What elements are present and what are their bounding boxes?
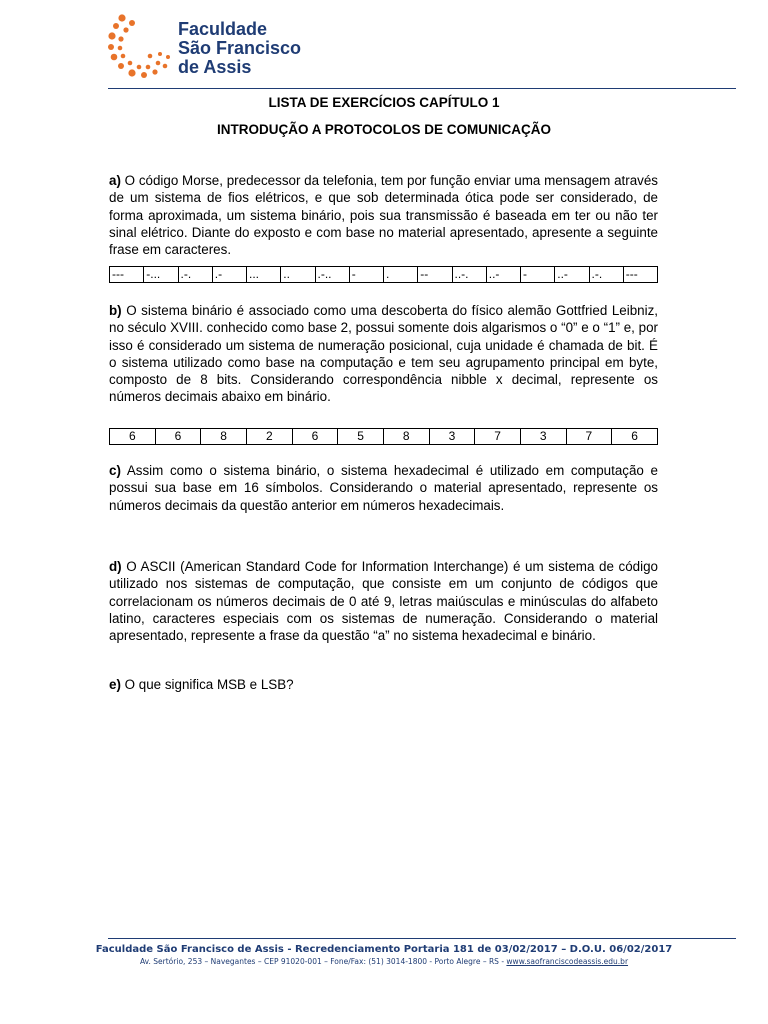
morse-code-cell: ---: [110, 267, 144, 283]
morse-code-cell: -: [349, 267, 383, 283]
decimal-numbers-table: [109, 428, 658, 445]
question-a-text: O código Morse, predecessor da telefonia, tem por função enviar uma mensagem através de um sistema de fios elétricos, e que sob determinada ótica pode ser considerado, de forma aproximada, um sistema binário, pois sua transmissão é baseada em ter ou não ter sinal elétrico. Diante do exposto e com base no material apresentado, apresente a seguinte frase em caracteres.: [109, 173, 658, 258]
morse-code-cell: ..-.: [452, 267, 486, 283]
morse-code-cell: .: [384, 267, 418, 283]
question-a-label: a): [109, 173, 121, 188]
header-divider: [108, 88, 736, 89]
morse-code-cell: ---: [623, 267, 657, 283]
morse-code-cell: ..: [281, 267, 315, 283]
question-b-text: O sistema binário é associado como uma descoberta do físico alemão Gottfried Leibniz, no século XVIII. conhecido como base 2, possui somente dois algarismos o “0” e o “1” e, por isso é considerado um sistema de numeração posicional, cuja unidade é chamada de bit. É o sistema utilizado como base na computação e tem seu agrupamento principal em byte, composto de 8 bits. Considerando correspondência nibble x decimal, represente os números decimais abaixo em binário.: [109, 303, 658, 405]
morse-code-cell: .-: [212, 267, 246, 283]
document-subtitle: INTRODUÇÃO A PROTOCOLOS DE COMUNICAÇÃO: [217, 122, 551, 137]
decimal-number-cell: 7: [566, 429, 612, 445]
document-title: LISTA DE EXERCÍCIOS CAPÍTULO 1: [268, 95, 500, 110]
morse-code-cell: ..-: [555, 267, 589, 283]
logo-line-1: Faculdade: [178, 19, 268, 39]
footer-address: [0, 957, 768, 966]
morse-code-row: [110, 267, 658, 283]
decimal-number-cell: 6: [155, 429, 201, 445]
decimal-number-cell: 2: [246, 429, 292, 445]
footer-divider: [108, 938, 736, 939]
question-e-label: e): [109, 677, 121, 692]
logo-line-3: de Assis: [178, 57, 252, 77]
logo-wordmark: [178, 20, 301, 77]
question-d-label: d): [109, 559, 122, 574]
decimal-number-cell: 6: [292, 429, 338, 445]
question-b-label: b): [109, 303, 122, 318]
question-c: [109, 462, 658, 514]
decimal-number-cell: 5: [338, 429, 384, 445]
decimal-number-cell: 8: [201, 429, 247, 445]
decimal-number-cell: 7: [475, 429, 521, 445]
footer-address-text: Av. Sertório, 253 – Navegantes – CEP 91020-001 – Fone/Fax: (51) 3014-1800 - Porto Alegre – RS -: [139, 957, 507, 966]
morse-code-cell: ...: [247, 267, 281, 283]
decimal-number-cell: 6: [110, 429, 156, 445]
question-d: [109, 558, 658, 644]
morse-code-cell: .-.: [178, 267, 212, 283]
morse-code-table: [109, 266, 658, 283]
question-a: [109, 172, 658, 258]
footer-accreditation: Faculdade São Francisco de Assis - Recredenciamento Portaria 181 de 03/02/2017 – D.O.U. 06/02/2017: [95, 944, 673, 955]
decimal-number-cell: 6: [612, 429, 658, 445]
question-e-text: O que significa MSB e LSB?: [120, 677, 294, 692]
decimal-number-cell: 3: [429, 429, 475, 445]
decimal-numbers-row: [110, 429, 658, 445]
logo-dots-icon: [108, 14, 174, 80]
footer-website-link[interactable]: www.saofranciscodeassis.edu.br: [506, 957, 629, 966]
morse-code-cell: -...: [144, 267, 178, 283]
morse-code-cell: .-..: [315, 267, 349, 283]
question-c-label: c): [109, 463, 121, 478]
decimal-number-cell: 3: [520, 429, 566, 445]
question-c-text: Assim como o sistema binário, o sistema hexadecimal é utilizado em computação e possui sua base em 16 símbolos. Considerando o material apresentado, represente os números decimais da questão anterior em números hexadecimais.: [109, 463, 658, 513]
question-e: [109, 676, 658, 693]
morse-code-cell: .-.: [589, 267, 623, 283]
morse-code-cell: -: [521, 267, 555, 283]
logo-line-2: São Francisco: [178, 38, 302, 58]
question-b: [109, 302, 658, 406]
question-d-text: O ASCII (American Standard Code for Information Interchange) é um sistema de código utilizado nos sistemas de computação, que consiste em um conjunto de códigos que correlacionam os números decimais de 0 até 9, letras maiúsculas e minúsculas do alfabeto latino, caracteres especiais com os sistemas de numeração. Considerando o material apresentado, represente a frase da questão “a” no sistema hexadecimal e binário.: [109, 559, 658, 644]
morse-code-cell: ..-: [486, 267, 520, 283]
institution-logo: [108, 14, 308, 80]
decimal-number-cell: 8: [383, 429, 429, 445]
morse-code-cell: --: [418, 267, 452, 283]
